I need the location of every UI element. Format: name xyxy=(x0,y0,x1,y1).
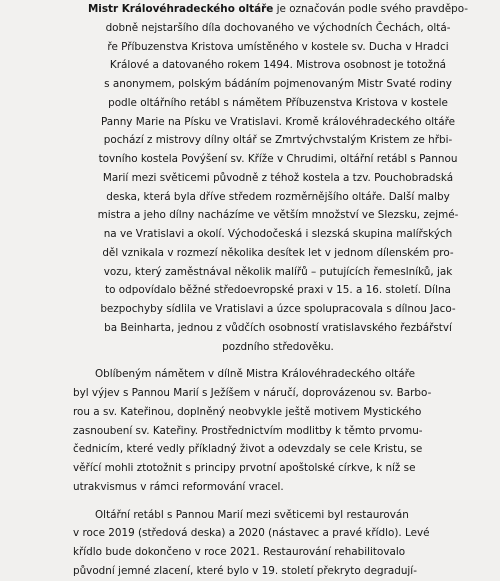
text-line: křídlo bude dokončeno v roce 2021. Restaurování rehabilitovalo xyxy=(73,546,406,558)
text-line: to odpovídalo běžné středoevropské praxi v 15. a 16. století. Dílna xyxy=(105,284,451,297)
text-line: byl výjev s Pannou Marií s Ježíšem v náručí, doprovázenou sv. Barbo- xyxy=(73,387,432,399)
text-line: rou a sv. Kateřinou, doplněný neobvykle ještě motivem Mystického xyxy=(73,405,422,418)
text-line: s anonymem, polským bádáním pojmenovaným Mistr Svaté rodiny xyxy=(104,78,452,90)
text-line: mistra a jeho dílny nacházíme ve větším množství ve Slezsku, zejmé- xyxy=(97,209,459,222)
paragraph-1 xyxy=(73,0,483,356)
text-line: dobně nejstaršího díla dochovaného ve východních Čechách, oltá- xyxy=(105,21,451,34)
text-line: ba Beinharta, jednou z vůdčích osobností vratislavského řezbářství xyxy=(104,321,452,334)
text-column xyxy=(73,0,483,581)
text-line: ře Příbuzenstva Kristova umístěného v kostele sv. Ducha v Hradci xyxy=(107,40,449,53)
paragraph-2 xyxy=(73,365,483,496)
text-line: vozu, který zaměstnával několik malířů – putujících řemeslníků, jak xyxy=(103,265,453,278)
text-line: pozdního středověku. xyxy=(222,340,334,353)
text-line: Králové a datovaného rokem 1494. Mistrova osobnost je totožná xyxy=(109,59,447,72)
text-line: původní jemné zlacení, které bylo v 19. století překryto degradují- xyxy=(73,564,417,577)
text-line: tovního kostela Povýšení sv. Kříže v Chrudimi, oltářní retábl s Pannou xyxy=(98,153,458,165)
text-line: bezpochyby sídlila ve Vratislavi a úzce spolupracovala s dílnou Jaco- xyxy=(100,303,456,315)
text-line: čednicím, které vedly příkladný život a odevzdaly se cele Kristu, se xyxy=(73,443,423,456)
text-line: podle oltářního retábl s námětem Příbuzenstva Kristova v kostele xyxy=(108,96,448,109)
text-line: pochází z mistrovy dílny oltář se Zmrtvýchvstalým Kristem ze hřbi- xyxy=(103,134,453,147)
text-line: věřící mohli ztotožnit s principy prvotní apoštolské církve, k níž se xyxy=(73,462,416,474)
text-line: Marií mezi světicemi původně z téhož kostela a tzv. Pouchobradská xyxy=(102,171,454,184)
text-line: Panny Marie na Písku ve Vratislavi. Kromě královéhradeckého oltáře xyxy=(100,115,456,128)
lead-phrase: Mistr Královéhradeckého oltáře xyxy=(87,3,274,15)
text-line: na ve Vratislavi a okolí. Východočeská i slezská skupina malířských xyxy=(103,228,453,240)
text-line: utrakvismus v rámci reformování vracel. xyxy=(73,480,284,493)
text-line: zasnoubení sv. Kateřiny. Prostřednictvím modlitby k těmto prvomu- xyxy=(73,424,423,437)
paragraph-3 xyxy=(73,506,483,581)
text-line: děl vznikala v rozmezí několika desítek let v jednom dílenském pro- xyxy=(102,246,454,259)
text-line: v roce 2019 (středová deska) a 2020 (nástavec a pravé křídlo). Levé xyxy=(73,527,430,540)
text-line: Oltářní retábl s Pannou Marií mezi světicemi byl restaurován xyxy=(95,508,409,521)
text-line: deska, která byla dříve středem rozměrnějšího oltáře. Další malby xyxy=(106,190,450,203)
text-line: Mistr Královéhradeckého oltáře je označován podle svého pravděpo- xyxy=(87,3,469,15)
text-line: Oblíbeným námětem v dílně Mistra Královéhradeckého oltáře xyxy=(95,368,416,381)
